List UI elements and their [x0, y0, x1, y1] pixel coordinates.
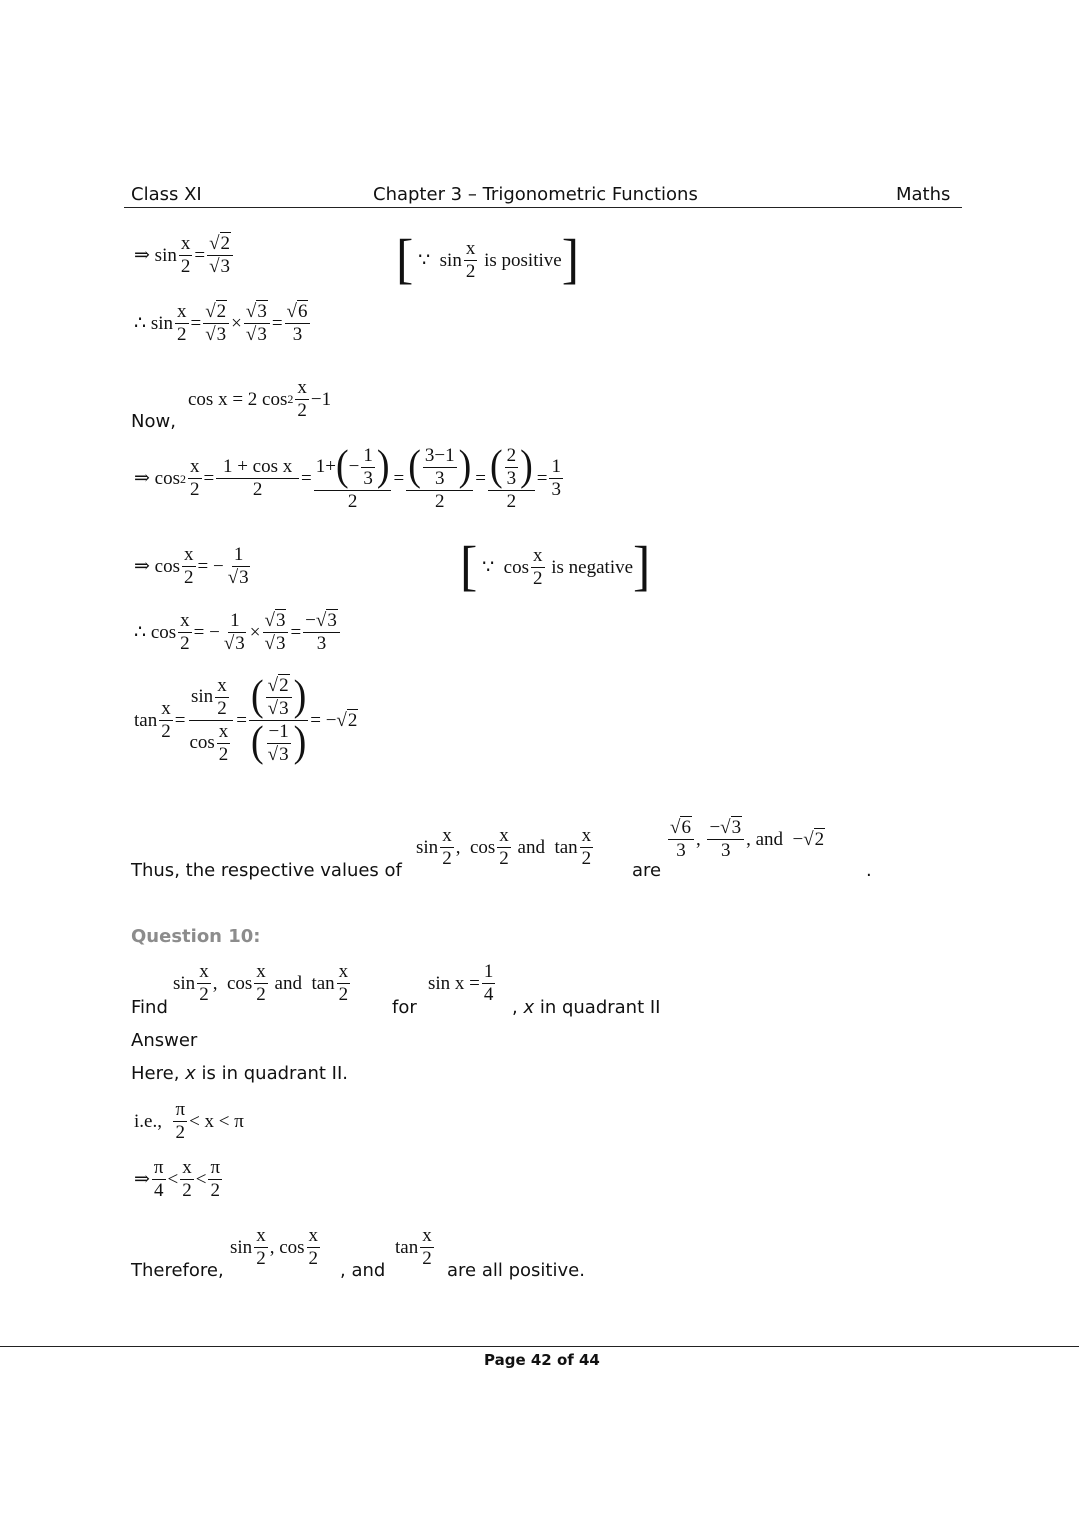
equation-tan-half: tan x 2 = sin x 2 cos x 2 = ( √2 √3 ) ( −1 √3 ) = −√ 2	[134, 672, 358, 767]
text-therefore: Therefore,	[131, 1260, 224, 1281]
equation-sin-half-1: ⇒ sin x 2 = √2 √3	[134, 234, 235, 277]
text-answer: Answer	[131, 1030, 198, 1051]
text-ie: i.e.,	[134, 1110, 162, 1132]
equation-find-functions: sin x 2 , cos x 2 and tan x 2	[173, 961, 349, 1005]
question-title: Question 10:	[131, 926, 261, 947]
equation-sin-x-given: sin x = 1 4	[428, 961, 494, 1005]
header-divider	[124, 207, 962, 208]
equation-range-half-x: ⇒ π 4 < x 2 < π 2	[134, 1157, 221, 1201]
note-cos-negative-text: is negative	[551, 556, 634, 578]
equation-cos-double: cos x = 2 cos 2 x 2 −1	[188, 377, 332, 421]
text-thus: Thus, the respective values of	[131, 860, 402, 881]
text-all-positive: are all positive.	[447, 1260, 585, 1281]
text-and: , and	[340, 1260, 386, 1281]
header-chapter-title: Chapter 3 – Trigonometric Functions	[373, 184, 698, 205]
text-now: Now,	[131, 411, 176, 432]
header-class: Class XI	[131, 184, 202, 205]
text-period: .	[866, 860, 872, 881]
equation-sin-half-2: ∴ sin x 2 = √2 √3 × √3 √3 = √6 3	[134, 302, 312, 345]
equation-cos-squared: ⇒ cos 2 x 2 = 1 + cos x 2 = 1+ ( − 1 3 ) 2 = ( 3−1 3 ) 2 = ( 2 3 ) 2 = 1 3	[134, 442, 561, 512]
note-sin-positive-text: is positive	[484, 249, 562, 271]
equation-range-x: i.e., π 2 < x < π	[134, 1099, 244, 1143]
page-number: Page 42 of 44	[484, 1351, 600, 1369]
text-find: Find	[131, 997, 168, 1018]
note-sin-positive: [ ∵ sin x 2 is positive ]	[396, 229, 580, 290]
equation-thus-functions: sin x 2 , cos x 2 and tan x 2	[416, 825, 592, 869]
header-subject: Maths	[896, 184, 951, 205]
note-cos-negative: [ ∵ cos x 2 is negative ]	[460, 536, 651, 597]
equation-cos-half-1: ⇒ cos x 2 = − 1 √3	[134, 544, 249, 588]
text-are: are	[632, 860, 662, 881]
equation-cos-half-2: ∴ cos x 2 = − 1 √3 × √3 √3 = −√3 3	[134, 611, 342, 654]
equation-thus-values: √6 3 , −√3 3 , and −√ 2	[670, 817, 825, 861]
text-here: Here, x is in quadrant II.	[131, 1063, 348, 1084]
text-for: for	[392, 997, 417, 1018]
equation-therefore-sin-cos: sin x 2 , cos x 2	[230, 1225, 319, 1269]
text-quadrant-note: , x in quadrant II	[512, 997, 661, 1018]
footer-divider	[0, 1346, 1079, 1347]
equation-therefore-tan: tan x 2	[395, 1225, 432, 1269]
